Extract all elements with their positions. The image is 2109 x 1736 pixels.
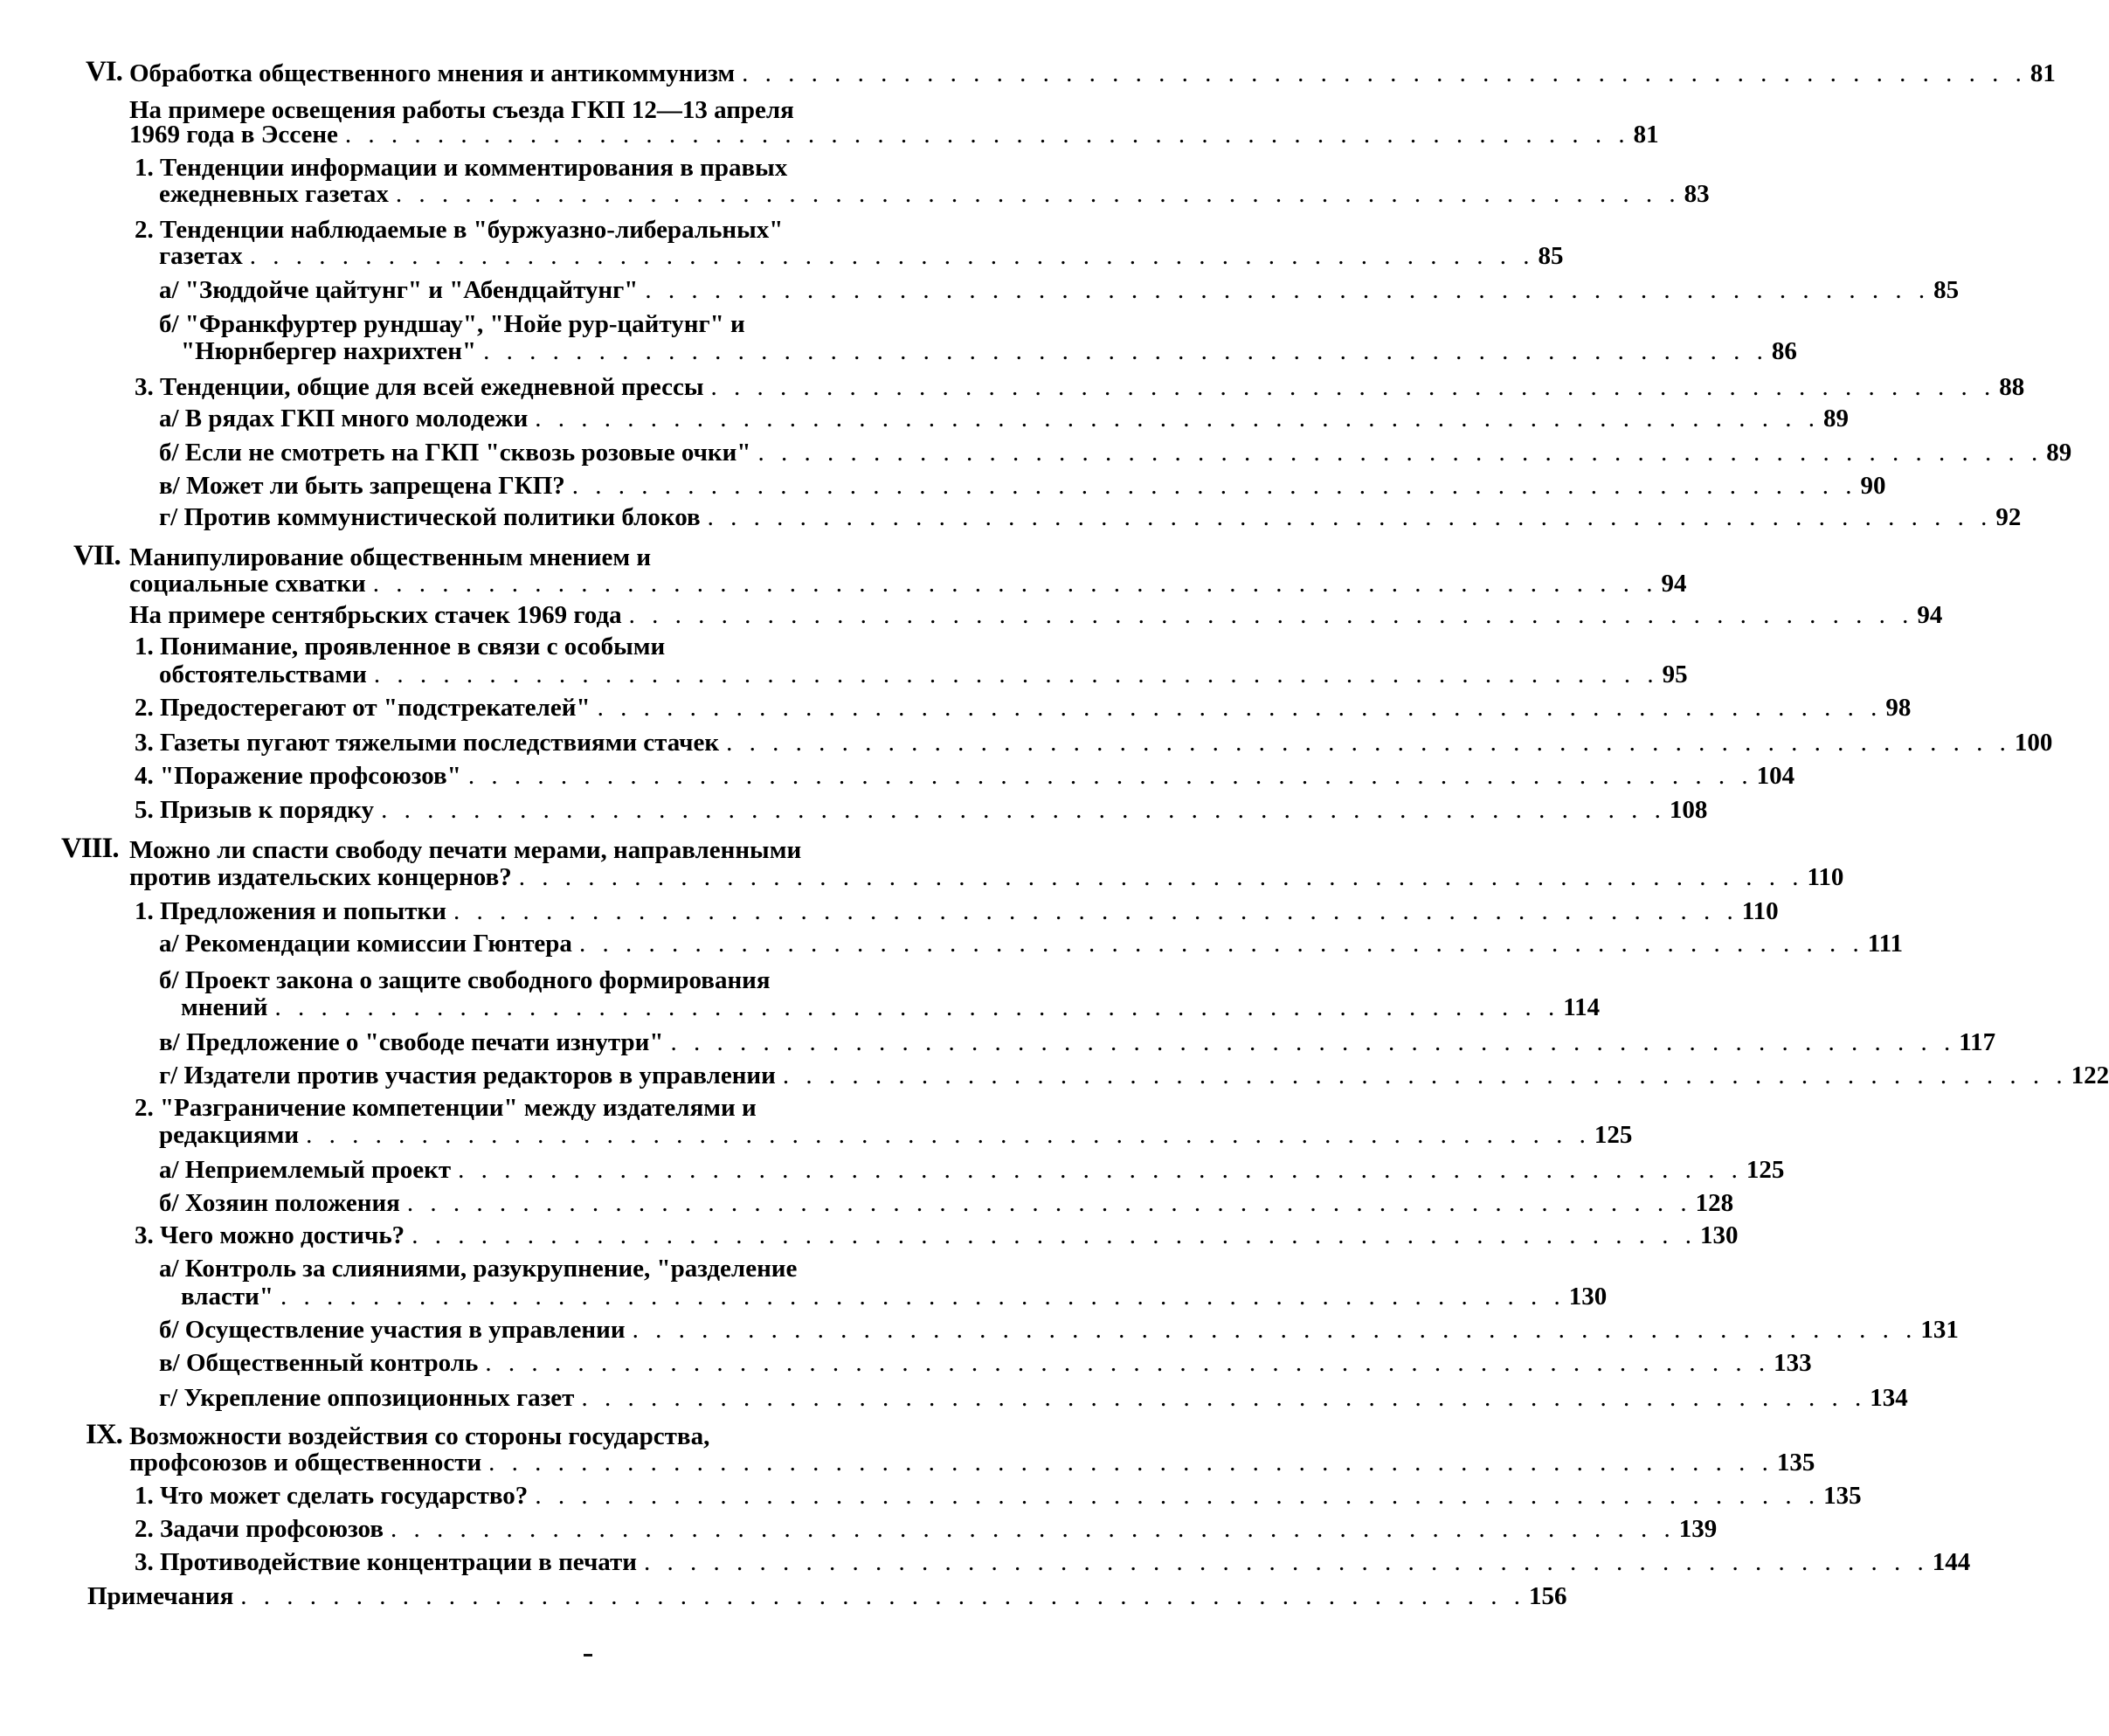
toc-entry-title: На примере освещения работы съезда ГКП 12—13 апреля	[129, 96, 794, 124]
page-number: 95	[1662, 661, 1688, 688]
dot-leader: . . . . . . . . . . . . . . . . . . . . . . . . . . . . . . . . . . . . . . . . . . . . . . . . . . . . . . . .	[632, 1316, 1918, 1344]
page-number: 88	[1999, 373, 2025, 401]
dot-leader: . . . . . . . . . . . . . . . . . . . . . . . . . . . . . . . . . . . . . . . . . . . . . . . . . . . . . . . .	[411, 1221, 1697, 1249]
toc-entry-last-line	[135, 760, 1795, 792]
toc-entry-title: 2. "Разграничение компетенции" между издателями и	[135, 1094, 757, 1122]
toc-entry-title: Обработка общественного мнения и антикоммунизм	[129, 59, 736, 87]
toc-entry-title: г/ Укрепление оппозиционных газет	[159, 1384, 575, 1412]
toc-entry-title: г/ Против коммунистической политики блоков	[159, 503, 701, 531]
dot-leader: . . . . . . . . . . . . . . . . . . . . . . . . . . . . . . . . . . . . . . . . . . . . . . . . . . . . . . . .	[535, 1482, 1821, 1510]
dot-leader: . . . . . . . . . . . . . . . . . . . . . . . . . . . . . . . . . . . . . . . . . . . . . . . . . . . . . . . .	[249, 242, 1535, 270]
toc-entry-title: 3. Тенденции, общие для всей ежедневной прессы	[135, 373, 704, 401]
page-number: 110	[1741, 897, 1779, 925]
toc-entry-title: ежедневных газетах	[159, 180, 389, 208]
section-number: VI.	[86, 56, 122, 87]
toc-entry-title: б/ Проект закона о защите свободного формирования	[159, 966, 771, 994]
page-number: 85	[1933, 276, 1960, 304]
toc-entry-last-line	[135, 371, 2025, 403]
toc-entry-last-line	[135, 896, 1779, 927]
dot-leader: . . . . . . . . . . . . . . . . . . . . . . . . . . . . . . . . . . . . . . . . . . . . . . . . . . . . . . . .	[726, 729, 2011, 757]
page-number: 144	[1932, 1548, 1971, 1576]
toc-entry-title: 1. Что может сделать государство?	[135, 1482, 529, 1510]
page-number: 83	[1684, 180, 1710, 208]
toc-entry-title: 2. Задачи профсоюзов	[135, 1515, 384, 1543]
toc-entry-last-line	[135, 794, 1708, 826]
toc-entry-last-line	[159, 1187, 1734, 1219]
dot-leader: . . . . . . . . . . . . . . . . . . . . . . . . . . . . . . . . . . . . . . . . . . . . . . . . . . . . . . . .	[381, 796, 1666, 824]
toc-entry-title: На примере сентябрьских стачек 1969 года	[129, 601, 622, 629]
dot-leader: . . . . . . . . . . . . . . . . . . . . . . . . . . . . . . . . . . . . . . . . . . . . . . . . . . . . . . . .	[757, 439, 2043, 467]
page-number: 125	[1594, 1121, 1633, 1149]
dot-leader: . . . . . . . . . . . . . . . . . . . . . . . . . . . . . . . . . . . . . . . . . . . . . . . . . . . . . . . .	[571, 472, 1857, 500]
page-number: 90	[1860, 472, 1886, 500]
toc-entry-title: 1. Предложения и попытки	[135, 897, 446, 925]
page-number: 139	[1678, 1515, 1718, 1543]
page-number: 114	[1563, 993, 1601, 1021]
dot-leader: . . . . . . . . . . . . . . . . . . . . . . . . . . . . . . . . . . . . . . . . . . . . . . . . . . . . . . . .	[518, 863, 1804, 891]
toc-entry-title: Можно ли спасти свободу печати мерами, направленными	[129, 836, 802, 864]
toc-entry-last-line	[159, 1314, 1959, 1345]
dot-leader: . . . . . . . . . . . . . . . . . . . . . . . . . . . . . . . . . . . . . . . . . . . . . . . . . . . . . . . .	[391, 1515, 1676, 1543]
toc-entry-title: Манипулирование общественным мнением и	[129, 543, 652, 571]
stray-mark	[584, 1654, 592, 1656]
toc-entry-line	[135, 631, 1000, 662]
dot-leader: . . . . . . . . . . . . . . . . . . . . . . . . . . . . . . . . . . . . . . . . . . . . . . . . . . . . . . . .	[467, 762, 1753, 790]
toc-entry-last-line	[159, 403, 1850, 434]
toc-entry-last-line	[159, 437, 2072, 468]
page-number: 134	[1870, 1384, 1908, 1412]
toc-entry-last-line	[87, 1580, 1567, 1612]
dot-leader: . . . . . . . . . . . . . . . . . . . . . . . . . . . . . . . . . . . . . . . . . . . . . . . . . . . . . . . .	[372, 570, 1658, 598]
page-number: 98	[1885, 694, 1912, 722]
toc-entry-title: 1969 года в Эссене	[129, 121, 338, 149]
dot-leader: . . . . . . . . . . . . . . . . . . . . . . . . . . . . . . . . . . . . . . . . . . . . . . . . . . . . . . . .	[458, 1156, 1743, 1184]
toc-entry-last-line	[135, 692, 1912, 723]
toc-entry-title: 1. Тенденции информации и комментирования в правых	[135, 154, 788, 182]
dot-leader: . . . . . . . . . . . . . . . . . . . . . . . . . . . . . . . . . . . . . . . . . . . . . . . . . . . . . . . .	[344, 121, 1630, 149]
toc-entry-title: обстоятельствами	[159, 661, 367, 688]
toc-entry-title: б/ Хозяин положения	[159, 1189, 400, 1217]
page-number: 89	[2046, 439, 2072, 467]
page-number: 130	[1568, 1283, 1608, 1311]
toc-entry-title: мнений	[181, 993, 268, 1021]
toc-entry-last-line	[181, 992, 1601, 1023]
toc-entry-title: в/ Может ли быть запрещена ГКП?	[159, 472, 565, 500]
page-number: 89	[1823, 405, 1850, 432]
dot-leader: . . . . . . . . . . . . . . . . . . . . . . . . . . . . . . . . . . . . . . . . . . . . . . . . . . . . . . . .	[581, 1384, 1867, 1412]
page-number: 122	[2071, 1062, 2109, 1089]
page-number: 130	[1699, 1221, 1739, 1249]
toc-entry-title: а/ Рекомендации комиссии Гюнтера	[159, 930, 572, 958]
toc-entry-title: 4. "Поражение профсоюзов"	[135, 762, 461, 790]
dot-leader: . . . . . . . . . . . . . . . . . . . . . . . . . . . . . . . . . . . . . . . . . . . . . . . . . . . . . . . .	[710, 373, 1996, 401]
toc-entry-last-line	[159, 1060, 2109, 1091]
page-number: 100	[2014, 729, 2053, 757]
toc-entry-title: 2. Тенденции наблюдаемые в "буржуазно-либеральных"	[135, 216, 784, 244]
toc-entry-last-line	[135, 1546, 1971, 1578]
dot-leader: . . . . . . . . . . . . . . . . . . . . . . . . . . . . . . . . . . . . . . . . . . . . . . . . . . . . . . . .	[707, 503, 1993, 531]
toc-entry-last-line	[181, 335, 1797, 367]
toc-entry-title: Примечания	[87, 1582, 234, 1610]
page-number: 156	[1529, 1582, 1567, 1610]
toc-entry-last-line	[129, 119, 1659, 150]
toc-entry-title: а/ В рядах ГКП много молодежи	[159, 405, 529, 432]
dot-leader: . . . . . . . . . . . . . . . . . . . . . . . . . . . . . . . . . . . . . . . . . . . . . . . . . . . . . . . .	[485, 1349, 1771, 1377]
toc-entry-last-line	[181, 1281, 1608, 1312]
page-number: 135	[1776, 1449, 1815, 1477]
toc-entry-title: газетах	[159, 242, 243, 270]
dot-leader: . . . . . . . . . . . . . . . . . . . . . . . . . . . . . . . . . . . . . . . . . . . . . . . . . . . . . . . .	[306, 1121, 1591, 1149]
dot-leader: . . . . . . . . . . . . . . . . . . . . . . . . . . . . . . . . . . . . . . . . . . . . . . . . . . . . . . . .	[280, 1283, 1566, 1311]
dot-leader: . . . . . . . . . . . . . . . . . . . . . . . . . . . . . . . . . . . . . . . . . . . . . . . . . . . . . . . .	[742, 59, 2027, 87]
toc-entry-title: в/ Предложение о "свободе печати изнутри"	[159, 1028, 664, 1056]
toc-entry-title: редакциями	[159, 1121, 300, 1149]
section-number: VII.	[73, 540, 121, 571]
toc-entry-last-line	[159, 1119, 1633, 1151]
toc-entry-title: 3. Чего можно достичь?	[135, 1221, 405, 1249]
toc-entry-last-line	[129, 861, 1844, 893]
dot-leader: . . . . . . . . . . . . . . . . . . . . . . . . . . . . . . . . . . . . . . . . . . . . . . . . . . . . . . . .	[373, 661, 1659, 688]
toc-entry-last-line	[129, 599, 1943, 631]
toc-entry-last-line	[159, 1382, 1908, 1414]
dot-leader: . . . . . . . . . . . . . . . . . . . . . . . . . . . . . . . . . . . . . . . . . . . . . . . . . . . . . . . .	[782, 1062, 2068, 1089]
dot-leader: . . . . . . . . . . . . . . . . . . . . . . . . . . . . . . . . . . . . . . . . . . . . . . . . . . . . . . . .	[406, 1189, 1692, 1217]
dot-leader: . . . . . . . . . . . . . . . . . . . . . . . . . . . . . . . . . . . . . . . . . . . . . . . . . . . . . . . .	[240, 1582, 1526, 1610]
toc-entry-last-line	[159, 1347, 1812, 1379]
toc-entry-title: против издательских концернов?	[129, 863, 512, 891]
page-number: 135	[1823, 1482, 1862, 1510]
toc-entry-title: а/ Неприемлемый проект	[159, 1156, 452, 1184]
toc-entry-last-line	[135, 1513, 1718, 1545]
dot-leader: . . . . . . . . . . . . . . . . . . . . . . . . . . . . . . . . . . . . . . . . . . . . . . . . . . . . . . . .	[670, 1028, 1956, 1056]
toc-entry-last-line	[129, 568, 1687, 599]
toc-entry-line	[159, 1253, 1000, 1284]
dot-leader: . . . . . . . . . . . . . . . . . . . . . . . . . . . . . . . . . . . . . . . . . . . . . . . . . . . . . . . .	[453, 897, 1739, 925]
toc-entry-last-line	[135, 1480, 1862, 1511]
dot-leader: . . . . . . . . . . . . . . . . . . . . . . . . . . . . . . . . . . . . . . . . . . . . . . . . . . . . . . . .	[578, 930, 1864, 958]
toc-entry-title: социальные схватки	[129, 570, 366, 598]
toc-entry-last-line	[159, 928, 1903, 959]
toc-entry-title: профсоюзов и общественности	[129, 1449, 482, 1477]
toc-entry-last-line	[159, 1154, 1785, 1186]
toc-entry-last-line	[159, 274, 1960, 306]
page-number: 81	[1633, 121, 1659, 149]
toc-entry-title: в/ Общественный контроль	[159, 1349, 479, 1377]
toc-entry-title: 3. Противодействие концентрации в печати	[135, 1548, 638, 1576]
dot-leader: . . . . . . . . . . . . . . . . . . . . . . . . . . . . . . . . . . . . . . . . . . . . . . . . . . . . . . . .	[535, 405, 1821, 432]
toc-entry-last-line	[129, 1447, 1815, 1478]
toc-entry-title: б/ Если не смотреть на ГКП "сквозь розовые очки"	[159, 439, 751, 467]
toc-entry-last-line	[159, 1027, 1996, 1058]
page-number: 128	[1695, 1189, 1734, 1217]
page-number: 108	[1669, 796, 1708, 824]
dot-leader: . . . . . . . . . . . . . . . . . . . . . . . . . . . . . . . . . . . . . . . . . . . . . . . . . . . . . . . .	[488, 1449, 1774, 1477]
page-number: 86	[1771, 337, 1797, 365]
toc-entry-title: "Нюрнбергер нахрихтен"	[181, 337, 477, 365]
dot-leader: . . . . . . . . . . . . . . . . . . . . . . . . . . . . . . . . . . . . . . . . . . . . . . . . . . . . . . . .	[395, 180, 1681, 208]
toc-entry-title: 2. Предостерегают от "подстрекателей"	[135, 694, 591, 722]
page-number: 85	[1538, 242, 1564, 270]
page-number: 104	[1756, 762, 1795, 790]
toc-entry-title: Возможности воздействия со стороны государства,	[129, 1422, 710, 1450]
toc-entry-last-line	[159, 240, 1564, 272]
dot-leader: . . . . . . . . . . . . . . . . . . . . . . . . . . . . . . . . . . . . . . . . . . . . . . . . . . . . . . . .	[644, 1548, 1929, 1576]
toc-entry-title: б/ "Франкфуртер рундшау", "Нойе рур-цайтунг" и	[159, 310, 745, 338]
dot-leader: . . . . . . . . . . . . . . . . . . . . . . . . . . . . . . . . . . . . . . . . . . . . . . . . . . . . . . . .	[274, 993, 1560, 1021]
dot-leader: . . . . . . . . . . . . . . . . . . . . . . . . . . . . . . . . . . . . . . . . . . . . . . . . . . . . . . . .	[628, 601, 1914, 629]
toc-entry-last-line	[159, 470, 1886, 501]
toc-entry-title: 1. Понимание, проявленное в связи с особыми	[135, 633, 666, 661]
toc-entry-last-line	[159, 178, 1710, 210]
toc-entry-last-line	[129, 58, 2056, 89]
toc-entry-title: 5. Призыв к порядку	[135, 796, 375, 824]
toc-entry-title: власти"	[181, 1283, 273, 1311]
page-number: 117	[1959, 1028, 1996, 1056]
page-number: 81	[2029, 59, 2056, 87]
page-number: 94	[1661, 570, 1687, 598]
dot-leader: . . . . . . . . . . . . . . . . . . . . . . . . . . . . . . . . . . . . . . . . . . . . . . . . . . . . . . . .	[483, 337, 1768, 365]
dot-leader: . . . . . . . . . . . . . . . . . . . . . . . . . . . . . . . . . . . . . . . . . . . . . . . . . . . . . . . .	[597, 694, 1883, 722]
page-number: 131	[1920, 1316, 1959, 1344]
page-number: 110	[1807, 863, 1844, 891]
page-number: 125	[1746, 1156, 1785, 1184]
toc-entry-title: а/ Контроль за слияниями, разукрупнение, "разделение	[159, 1255, 798, 1283]
toc-entry-title: б/ Осуществление участия в управлении	[159, 1316, 626, 1344]
section-number: IX.	[86, 1419, 122, 1450]
page-number: 133	[1774, 1349, 1812, 1377]
toc-entry-last-line	[159, 501, 2022, 533]
toc-entry-last-line	[135, 727, 2053, 758]
toc-entry-title: а/ "Зюддойче цайтунг" и "Абендцайтунг"	[159, 276, 639, 304]
toc-entry-last-line	[159, 659, 1688, 690]
page-number: 94	[1917, 601, 1943, 629]
toc-entry-last-line	[135, 1220, 1739, 1251]
section-number: VIII.	[61, 833, 119, 864]
dot-leader: . . . . . . . . . . . . . . . . . . . . . . . . . . . . . . . . . . . . . . . . . . . . . . . . . . . . . . . .	[645, 276, 1931, 304]
toc-entry-title: 3. Газеты пугают тяжелыми последствиями стачек	[135, 729, 720, 757]
page-number: 111	[1867, 930, 1903, 958]
page-number: 92	[1995, 503, 2022, 531]
toc-entry-title: г/ Издатели против участия редакторов в управлении	[159, 1062, 776, 1089]
